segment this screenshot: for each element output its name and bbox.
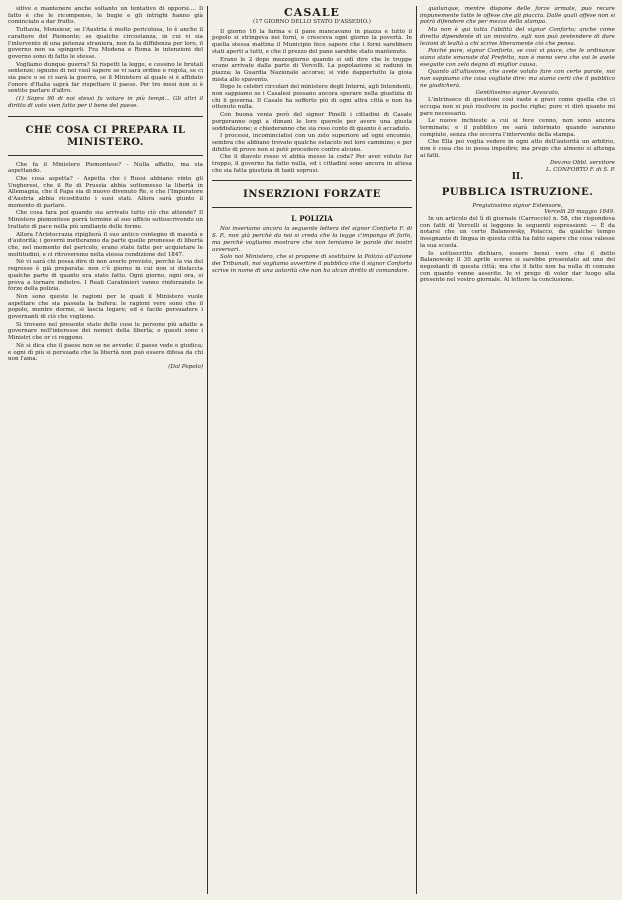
paragraph: Nè si dica che il paese non se ne avvede: il paese vede e giudica; e ogni dì più si persuade che la libertà non può essere difesa da chi non l'ama.: [8, 342, 203, 363]
paragraph: L'intrinseco di questioni così vaste e gravi come quella che ci occupa non si può risolvere in poche righe; pure vi dirò quanto mi pare necessario.: [420, 97, 615, 117]
paragraph: Poiché pure, signor Conforto, se così vi piace, che le ordinanze siano state emanate dal Prefetto, non è meno vero che voi le avete eseguite con zelo degno di miglior causa.: [420, 48, 615, 68]
salutation: Pregiatissimo signor Estensore,: [472, 202, 563, 209]
paragraph: Con buona venia però del signor Pinelli i cittadini di Casale porgeranno oggi a dimani le loro querele per avere una giusta soddisfazione; e chiederanno che sia reso conto di quanto è accaduto.: [212, 112, 412, 132]
paragraph: Che cosa fara poi quando sia arrivato tutto ciò che attende? Il Ministero piemontese porrà termine al suo ufficio sottoscrivendo un trattato di pace nella più umiliante delle forme.: [8, 210, 203, 230]
paragraph: Allora l'Aristocrazia ripiglierà il suo antico contegno di maestà e d'autorità; i governi metteranno da parte quelle promesse di libertà che, nel momento del pericolo, erano state fatte per acquietare le moltitudini, e ci ritroveremo nella stessa condizione del 1847.: [8, 231, 203, 258]
subheading: I. POLIZIA: [291, 214, 333, 224]
dateline: Vercelli 29 maggio 1849.: [544, 209, 615, 216]
left-column: [8, 6, 203, 894]
paragraph: Noi inseriamo ancora la seguente lettera del signor Conforto F. di S. P., non già perchè da noi si creda che la legge c'imponga di farlo, ma perchè vogliamo mostrare che non temiamo le parole dei nostri avversari.: [212, 226, 412, 253]
footnote: (1) Sopra 90 di noi stessi fa votare in più tempi... Gli altri il diritto di voto vien fatto per il bene del paese.: [8, 96, 203, 109]
paragraph: Non sono queste le ragioni per le quali il Ministero vuole aspettare che sia passata la bufera: le ragioni vere sono che il popolo, mentre dorme, si lascia legare; ed è facile persuadere i governanti di ciò che vogliono.: [8, 293, 203, 321]
paragraph: Si trovano nel presente stato delle cose le persone più adatte a governare nell'interesse dei nemici della libertà; e questi sono i Ministri che or ci reggono.: [8, 321, 203, 342]
source-signature: (Dal Popolo): [168, 363, 203, 370]
paragraph: Quanto all'allusione, che avete voluto fare con certe parole, noi non sappiamo che cosa vogliate dire: ma siamo certi che il pubblico ne giudicherà.: [420, 69, 615, 89]
column-rule: [207, 6, 208, 894]
paragraph: Vogliamo dunque guerra? Si rispetti la legge, e cessino le brutali sentenze; ognuno di noi vuol sapere se vi sarà ordine e regola, se ci sia pace o se ci sarà la guerra, se il Ministero al quale si è affidato l'onore d'Italia saprà far rispettare il paese. Per tre mesi non si è sentito parlare d'altro.: [8, 61, 203, 95]
paragraph: Le nuove inchieste a cui si fece cenno, non sono ancora terminate; e il pubblico ne sarà informato quando saranno compiute, senza che occorra l'intervento della stampa.: [420, 118, 615, 138]
section-heading: CHE COSA CI PREPARA IL MINISTERO.: [25, 124, 186, 148]
paragraph: Che Ella poi voglia vedere in ogni atto dell'autorità un arbitrio, non è cosa che io possa impedire; ma prego che almeno si attenga ai fatti.: [420, 139, 615, 159]
paragraph: qualunque, mentre dispone delle forze armate, può recare impunemente tutte le offese che gli piaccia. Dalle quali offese non si potrà difendere che per mezzo della stampa.: [420, 6, 615, 26]
paragraph: Io sottoscritto dichiaro, essere bensì vero che il detto Balanowsky il 30 aprile scorso si sarebbe presentato ad uno dei negozianti di questa città; ma che il fatto non ha nulla di comune con quanto venne asserito. Io vi prego di voler dar luogo alla presente nel vostro giornale. Al lettore la conclusione.: [420, 250, 615, 284]
paragraph: Tuttavia, Monsieur, se l'Austria è molto pericolosa, lo è anche il carattere del Piemonte; se qualche circostanza, in cui vi sia l'intervento di una potenza straniera, non fa la diffidenza per loro, il governo non sa spingerli. Fra Modena e Roma le intenzioni del governo sono di fatto le stesse.: [8, 27, 203, 60]
paragraph: Che fa il Ministero Piemontese? - Nulla affatto, ma sta aspettando.: [8, 161, 203, 175]
paragraph: Dopo le celebri circolari del ministero degli Interni, agli Intendenti, non sappiamo se i Casalesi possano ancora sperare nella giustizia di chi li governa. Il Casale ha sofferto più di ogni altra città e non ha ottenuto nulla.: [212, 84, 412, 111]
paragraph: Solo noi Ministero, che si propone di sostituire la Polizia all'azione dei Tribunali, noi vogliamo avvertire il pubblico che il signor Conforto scrive in nome di una autorità che non ha alcun diritto di comandare.: [212, 254, 412, 274]
paragraph: I processi, incominciatisi con un zelo superiore ad ogni encomio, sembra che abbiano trovato qualche ostacolo nel loro cammino; e per difetto di prove non si potè procedere contro alcuno.: [212, 133, 412, 153]
dateline: (17 GIORNO DELLO STATO D'ASSEDIO.): [253, 19, 371, 25]
paragraph: Che cosa aspetta? - Aspetta che i Russi abbiano vinto gli Ungheresi, che il Re di Prussia abbia sottomesso la libertà in Allemagna, che il Papa sia di nuovo divenuto Re, e che l'Imperatore d'Austria abbia ricostituito i suoi stati. Allora sarà giunto il momento di parlare.: [8, 175, 203, 209]
column-rule: [416, 6, 417, 894]
paragraph: Ma non è qui tutta l'abilità del signor Conforto; anche come diretto dipendente di un ministro, egli non può pretendere di dare lezioni di lealtà a chi scrive liberamente ciò che pensa.: [420, 27, 615, 47]
paragraph: Erano le 2 dopo mezzogiorno quando si udì dire che le truppe erano arrivate dalla parte di Vercelli. La popolazione si radunò in piazza; la Guardia Nazionale accorse; si vide dappertutto la gioia mista allo spavento.: [212, 56, 412, 83]
paragraph: In un articolo del lì di giornale (Carroccio) n. 58, che rispondeva con fatti di Vercelli si leggono le seguenti espressioni: — È da notarsi che un certo Balanowsky, Polacco, da qualche tempo insegnante di lingua in questa città ha fatto sapere che cosa valesse la sua scuola.: [420, 215, 615, 249]
paragraph: Il giorno 16 la farina e il pane mancavano in piazza e tutto il popolo si stringeva nei forni, e cresceva ogni giorno la povertà. In quella stessa mattina il Municipio fece sapere che i forni sarebbero stati aperti a tutti, e che il prezzo del pane sarebbe stato mantenuto.: [212, 28, 412, 55]
section-heading: INSERZIONI FORZATE: [243, 189, 381, 201]
section-title: CASALE: [284, 6, 340, 19]
right-column: [420, 6, 615, 894]
section-heading-box: [8, 116, 203, 156]
paragraph: Nè vi sarà chi possa dire di non averlo previsto, perchè la via del regresso è già preparata: non c'è giorno in cui non si disfaccia qualche parte di quanto era stato fatto. Ogni giorno, ogni ora, si prova a tornare indietro. I Reali Carabinieri vanno rinforzando le forze della polizia.: [8, 259, 203, 293]
paragraph: Che il diavolo rosso vi abbia messo la coda? Per aver voluto far troppo, il governo ha fatto nulla, ed i cittadini sono ancora in attesa che sia fatta giustizia di tanti soprusi.: [212, 154, 412, 174]
paragraph: sitive e mantenere anche soltanto un tentativo di opporsi.... Il fatto è che le ricompense, le bugie e gli intrighi hanno già cominciato a dar frutto.: [8, 6, 203, 26]
section-number: II.: [511, 171, 524, 182]
middle-column: [212, 6, 412, 894]
section-heading: PUBBLICA ISTRUZIONE.: [441, 186, 594, 198]
section-heading-box: [212, 180, 412, 208]
signature-name: L. CONFORTO F. di S. P.: [545, 167, 615, 174]
salutation: Gentilissimo signor Avvocato,: [475, 90, 560, 97]
signature-line: Dev.mo Obbl. servitore: [549, 160, 615, 167]
